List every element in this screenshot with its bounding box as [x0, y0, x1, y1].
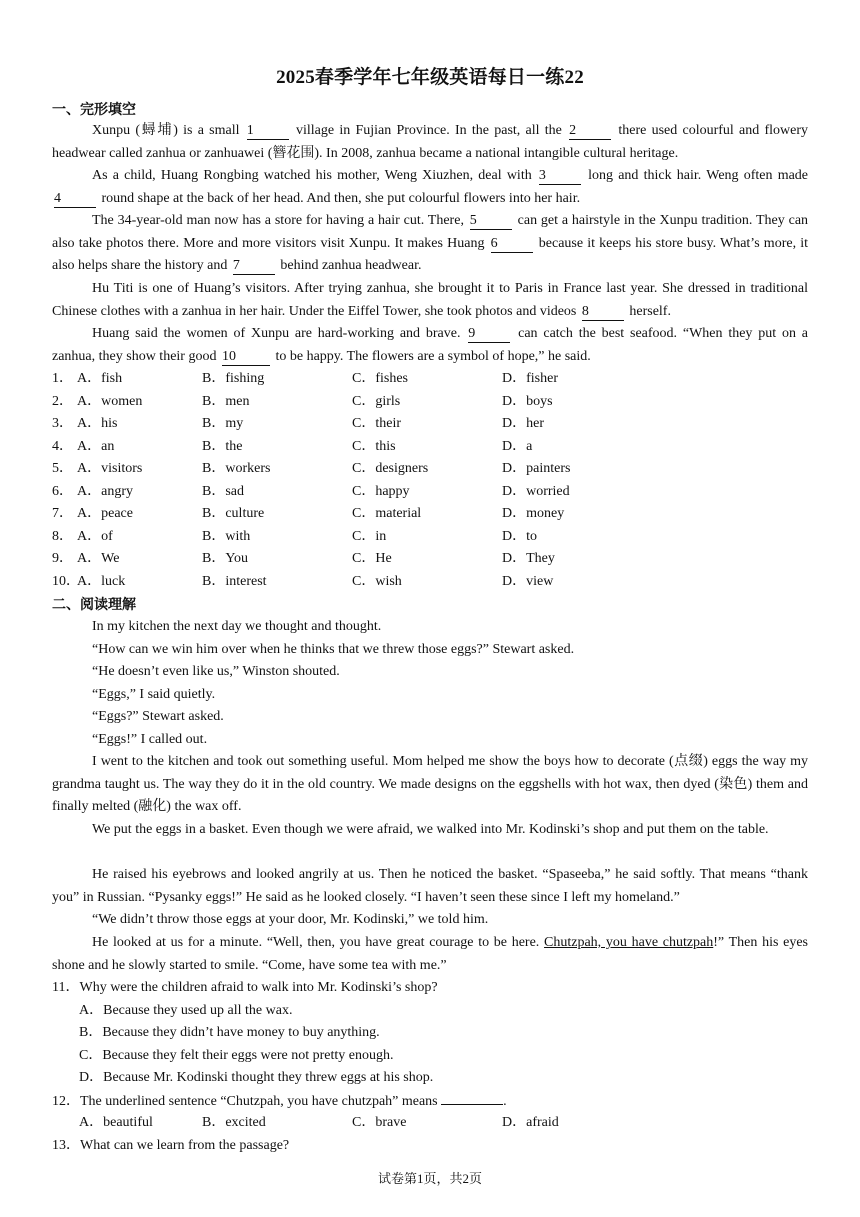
question-11-stem: 11．Why were the children afraid to walk into Mr. Kodinski’s shop? — [52, 980, 438, 995]
blank-1: 1 — [247, 123, 289, 140]
option-a[interactable]: A．visitors — [77, 461, 143, 476]
cloze-paragraph-2: As a child, Huang Rongbing watched his mother, Weng Xiuzhen, deal with 3 long and thick hair. Weng often made 4 round shape at the back of her head. And then, she put colourful flowers into her hair. — [54, 168, 809, 206]
option-d[interactable]: D．painters — [502, 461, 571, 476]
option-d[interactable]: D．They — [502, 551, 555, 566]
passage-paragraph-courage: He looked at us for a minute. “Well, then, you have great courage to be here. Chutzpah, you have chutzpah!” Then his eyes shone and he slowly started to smile. “Come, have some tea with me.” — [52, 935, 808, 973]
option-b[interactable]: B．interest — [202, 573, 267, 589]
option-d[interactable]: D．her — [502, 416, 544, 431]
question-12-option-d[interactable]: D．afraid — [502, 1115, 559, 1130]
blank-8: 8 — [582, 304, 624, 321]
blank-2: 2 — [569, 123, 611, 140]
passage-line: In my kitchen the next day we thought and thought. — [92, 619, 382, 634]
option-a[interactable]: A．his — [77, 416, 118, 431]
passage-line: “Eggs!” I called out. — [92, 731, 208, 747]
option-a[interactable]: A．We — [77, 551, 120, 566]
blank-5: 5 — [470, 213, 512, 230]
passage-paragraph-decorate: I went to the kitchen and took out something useful. Mom helped me show the boys how to decorate (点缀) eggs the way my grandma taught us. The way they do it in the old country. We made designs on the eggshells with hot wax, then dyed (染色) them and finally melted (融化) the wax off. — [52, 754, 808, 814]
option-c[interactable]: C．fishes — [352, 371, 408, 386]
option-b[interactable]: B．sad — [202, 483, 244, 499]
cloze-paragraph-3: The 34-year-old man now has a store for having a hair cut. There, 5 can get a hairstyle in the Xunpu tradition. They can also take photos there. More and more visitors visit Xunpu. It makes Huang 6 because it keeps his store busy. What’s more, it also helps share the history and 7 behind zanhua headwear. — [52, 213, 809, 273]
option-a[interactable]: A．angry — [77, 483, 133, 499]
question-11-option-d[interactable]: D．Because Mr. Kodinski thought they threw eggs at his shop. — [79, 1070, 434, 1085]
option-b[interactable]: B．men — [202, 393, 250, 409]
option-c[interactable]: C．in — [352, 528, 387, 544]
question-12-option-b[interactable]: B．excited — [202, 1115, 266, 1130]
option-d[interactable]: D．fisher — [502, 371, 558, 386]
section-heading-reading: 二、阅读理解 — [52, 598, 136, 613]
option-c[interactable]: C．designers — [352, 461, 429, 476]
option-b[interactable]: B．my — [202, 416, 244, 431]
option-a[interactable]: A．luck — [77, 573, 126, 589]
exam-page: 2025春季学年七年级英语每日一练22 一、完形填空 Xunpu (蟳埔) is a small 1 village in Fujian Province. In the past, all the 2 there used colourful and flowery headwear called zanhua or zanhuawei (簪花围). In 2008, zanhua became a national intangible cultural heritage. As a child, Huang Rongbing watched his mother, Weng Xiuzhen, deal with 3 long and thick hair. Weng often made 4 round shape at the back of her head. And then, she put colourful flowers into her hair. The 34-year-old man now has a store for having a hair cut. There, 5 can get a hairstyle in the Xunpu tradition. They can also take photos there. More and more visitors visit Xunpu. It makes Huang 6 because it keeps his store busy. What’s more, it also helps share the history and 7 behind zanhua headwear. Hu Titi is one of Huang’s visitors. After trying zanhua, she brought it to Paris in France last year. She dressed in traditional Chinese clothes with a zanhua in her hair. Under the Eiffel Tower, she took photos and videos 8 herself. Huang said the women of Xunpu are hard-working and brave. 9 can catch the best seafood. “When they put on a zanhua, they show their good 10 to be happy. The flowers are a symbol of hope,” he said. 1． A．fish B．fishing C．fishes D．fisher 2． A．women B．men C．girls D．boys 3． A．his B．my C．their D．her 4． A．an B．the C．this D．a 5． A．visitors B．workers C．designers D．painters 6． A．angry B．sad C．happy D．worried 7． A．peace B．culture C．material D．money 8． A．of B．with C．in D．to 9． A．We B．You C．He D．They 10． A．luck B．interest C．wish D．view 二、阅读理解 In my kitchen the next day we thought and thought. “How can we win him over when he thinks that we threw those eggs?” Stewart asked. “He doesn’t even like us,” Winston shouted. “Eggs,” I said quietly. “Eggs?” Stewart asked. “Eggs!” I called out. I went to the kitchen and took out something useful. Mom helped me show the boys how to decorate (点缀) eggs the way my grandma taught us. The way they do it in the old country. We made designs on the eggshells with hot wax, then dyed (染色) them and finally melted (融化) the wax off. We put the eggs in a basket. Even though we were afraid, we walked into Mr. Kodinski’s shop and put them on the table. He raised his eyebrows and looked angrily at us. Then he noticed the basket. “Spaseeba,” he said softly. That means “thank you” in Russian. “Pysanky eggs!” He said as he looked closely. “I haven’t seen these since I left my homeland.” “We didn’t throw those eggs at your door, Mr. Kodinski,” we told him. He looked at us for a minute. “Well, then, you have great courage to be here. Chutzpah, you have chutzpah!” Then his eyes shone and he slowly started to smile. “Come, have some tea with me.” 11．Why were the children afraid to walk into Mr. Kodinski’s shop? A．Because they used up all the wax. B．Because they didn’t have money to buy anything. C．Because they felt their eggs were not pretty enough. D．Because Mr. Kodinski thought they threw eggs at his shop. 12．The underlined sentence “Chutzpah, you have chutzpah” means . A．beautiful B．excited C．brave D．afraid 13．What can we learn from the passage? 试卷第1页，共2页 — [0, 0, 860, 1217]
cloze-paragraph-1: Xunpu (蟳埔) is a small 1 village in Fujian Province. In the past, all the 2 there used colourful and flowery headwear called zanhua or zanhuawei (簪花围). In 2008, zanhua became a national intangible cultural heritage. — [52, 123, 809, 161]
option-d[interactable]: D．view — [502, 573, 554, 589]
question-13-stem: 13．What can we learn from the passage? — [52, 1137, 290, 1153]
question-12-option-c[interactable]: C．brave — [352, 1115, 407, 1130]
option-c[interactable]: C．girls — [352, 393, 401, 409]
blank-6: 6 — [491, 236, 533, 253]
option-c[interactable]: C．their — [352, 416, 401, 431]
option-c[interactable]: C．this — [352, 438, 396, 454]
answer-blank[interactable] — [441, 1090, 503, 1105]
option-c[interactable]: C．happy — [352, 483, 410, 499]
passage-line: “Eggs?” Stewart asked. — [92, 709, 224, 724]
section-heading-cloze: 一、完形填空 — [52, 103, 136, 118]
blank-7: 7 — [233, 258, 275, 275]
passage-line: “He doesn’t even like us,” Winston shouted. — [92, 664, 340, 679]
question-12-option-a[interactable]: A．beautiful — [79, 1115, 153, 1130]
option-c[interactable]: C．material — [352, 506, 422, 521]
cloze-paragraph-5: Huang said the women of Xunpu are hard-working and brave. 9 can catch the best seafood. “When they put on a zanhua, they show their good 10 to be happy. The flowers are a symbol of hope,” he said. — [52, 326, 809, 364]
passage-line: “How can we win him over when he thinks that we threw those eggs?” Stewart asked. — [92, 641, 575, 657]
option-b[interactable]: B．You — [202, 551, 249, 566]
passage-paragraph-basket: We put the eggs in a basket. Even though we were afraid, we walked into Mr. Kodinski’s shop and put them on the table. — [92, 822, 769, 837]
option-b[interactable]: B．with — [202, 528, 251, 544]
option-d[interactable]: D．to — [502, 528, 537, 544]
passage-line: “Eggs,” I said quietly. — [92, 686, 216, 702]
option-b[interactable]: B．fishing — [202, 371, 265, 386]
blank-3: 3 — [539, 168, 581, 185]
blank-4: 4 — [54, 191, 96, 208]
option-c[interactable]: C．wish — [352, 573, 402, 589]
cloze-paragraph-4: Hu Titi is one of Huang’s visitors. After trying zanhua, she brought it to Paris in France last year. She dressed in traditional Chinese clothes with a zanhua in her hair. Under the Eiffel Tower, she took photos and videos 8 herself. — [52, 281, 808, 319]
option-b[interactable]: B．workers — [202, 461, 271, 476]
option-d[interactable]: D．a — [502, 438, 533, 454]
question-11-option-b[interactable]: B．Because they didn’t have money to buy anything. — [79, 1025, 380, 1040]
question-11-option-a[interactable]: A．Because they used up all the wax. — [79, 1002, 293, 1018]
option-a[interactable]: A．women — [77, 393, 143, 409]
option-a[interactable]: A．of — [77, 528, 113, 544]
option-a[interactable]: A．an — [77, 438, 115, 454]
option-b[interactable]: B．the — [202, 438, 243, 454]
option-d[interactable]: D．money — [502, 506, 565, 521]
option-b[interactable]: B．culture — [202, 506, 265, 521]
option-d[interactable]: D．boys — [502, 393, 553, 409]
page-title: 2025春季学年七年级英语每日一练22 — [276, 67, 584, 88]
passage-line-didnt-throw: “We didn’t throw those eggs at your door, Mr. Kodinski,” we told him. — [92, 912, 489, 927]
question-12-stem: 12．The underlined sentence “Chutzpah, you have chutzpah” means . — [52, 1090, 507, 1114]
passage-paragraph-eyebrows: He raised his eyebrows and looked angrily at us. Then he noticed the basket. “Spaseeba,” he said softly. That means “thank you” in Russian. “Pysanky eggs!” He said as he looked closely. “I haven’t seen these since I left my homeland.” — [52, 867, 808, 905]
option-d[interactable]: D．worried — [502, 483, 570, 499]
blank-10: 10 — [222, 349, 270, 366]
question-12-options — [52, 1112, 652, 1135]
question-11-option-c[interactable]: C．Because they felt their eggs were not pretty enough. — [79, 1047, 394, 1063]
option-c[interactable]: C．He — [352, 551, 392, 566]
page-footer: 试卷第1页，共2页 — [377, 1171, 482, 1186]
underlined-sentence: Chutzpah, you have chutzpah — [544, 935, 714, 950]
option-a[interactable]: A．fish — [77, 371, 123, 386]
option-a[interactable]: A．peace — [77, 506, 133, 521]
blank-9: 9 — [468, 326, 510, 343]
